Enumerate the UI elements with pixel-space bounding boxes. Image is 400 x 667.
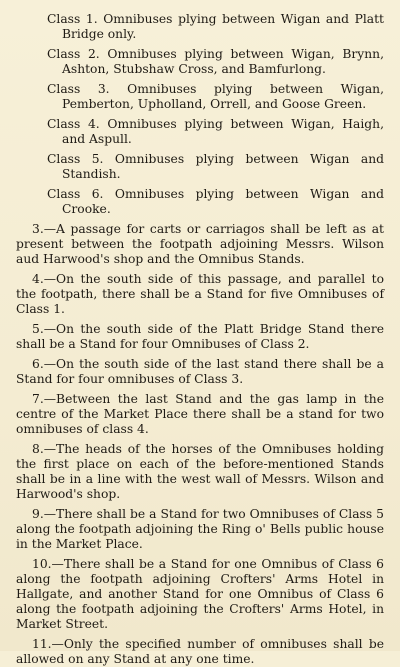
omnibus-class-list: [16, 12, 384, 217]
class-6-entry: Class 6. Omnibuses plying between Wigan and Crooke.: [47, 187, 384, 216]
class-5-entry: Class 5. Omnibuses plying between Wigan and Standish.: [47, 152, 384, 181]
class-3-entry: Class 3. Omnibuses plying between Wigan, Pemberton, Upholland, Orrell, and Goose Green.: [47, 82, 384, 111]
paragraph-9: 9.—There shall be a Stand for two Omnibuses of Class 5 along the footpath adjoining the Ring o' Bells public house in the Market Place.: [16, 507, 384, 551]
class-1-entry: Class 1. Omnibuses plying between Wigan and Platt Bridge only.: [47, 12, 384, 41]
paragraph-3: 3.—A passage for carts or carriagos shall be left as at present between the footpath adjoining Messrs. Wilson aud Harwood's shop and the Omnibus Stands.: [16, 222, 384, 266]
class-4-entry: Class 4. Omnibuses plying between Wigan, Haigh, and Aspull.: [47, 117, 384, 146]
bylaw-paragraphs: [16, 222, 384, 667]
paragraph-10: 10.—There shall be a Stand for one Omnibus of Class 6 along the footpath adjoining Crofters' Arms Hotel in Hallgate, and another Stand for one Omnibus of Class 6 along the footpath adjoining the Crofters' Arms Hotel, in Market Street.: [16, 557, 384, 631]
class-2-entry: Class 2. Omnibuses plying between Wigan, Brynn, Ashton, Stubshaw Cross, and Bamfurlong.: [47, 47, 384, 76]
paragraph-8: 8.—The heads of the horses of the Omnibuses holding the first place on each of the before-mentioned Stands shall be in a line with the west wall of Messrs. Wilson and Harwood's shop.: [16, 442, 384, 501]
paragraph-7: 7.—Between the last Stand and the gas lamp in the centre of the Market Place there shall be a stand for two omnibuses of class 4.: [16, 392, 384, 436]
paragraph-6: 6.—On the south side of the last stand there shall be a Stand for four omnibuses of Class 3.: [16, 357, 384, 386]
paragraph-4: 4.—On the south side of this passage, and parallel to the footpath, there shall be a Stand for five Omnibuses of Class 1.: [16, 272, 384, 316]
paragraph-11: 11.—Only the specified number of omnibuses shall be allowed on any Stand at any one time.: [16, 637, 384, 666]
paragraph-5: 5.—On the south side of the Platt Bridge Stand there shall be a Stand for four Omnibuses of Class 2.: [16, 322, 384, 351]
